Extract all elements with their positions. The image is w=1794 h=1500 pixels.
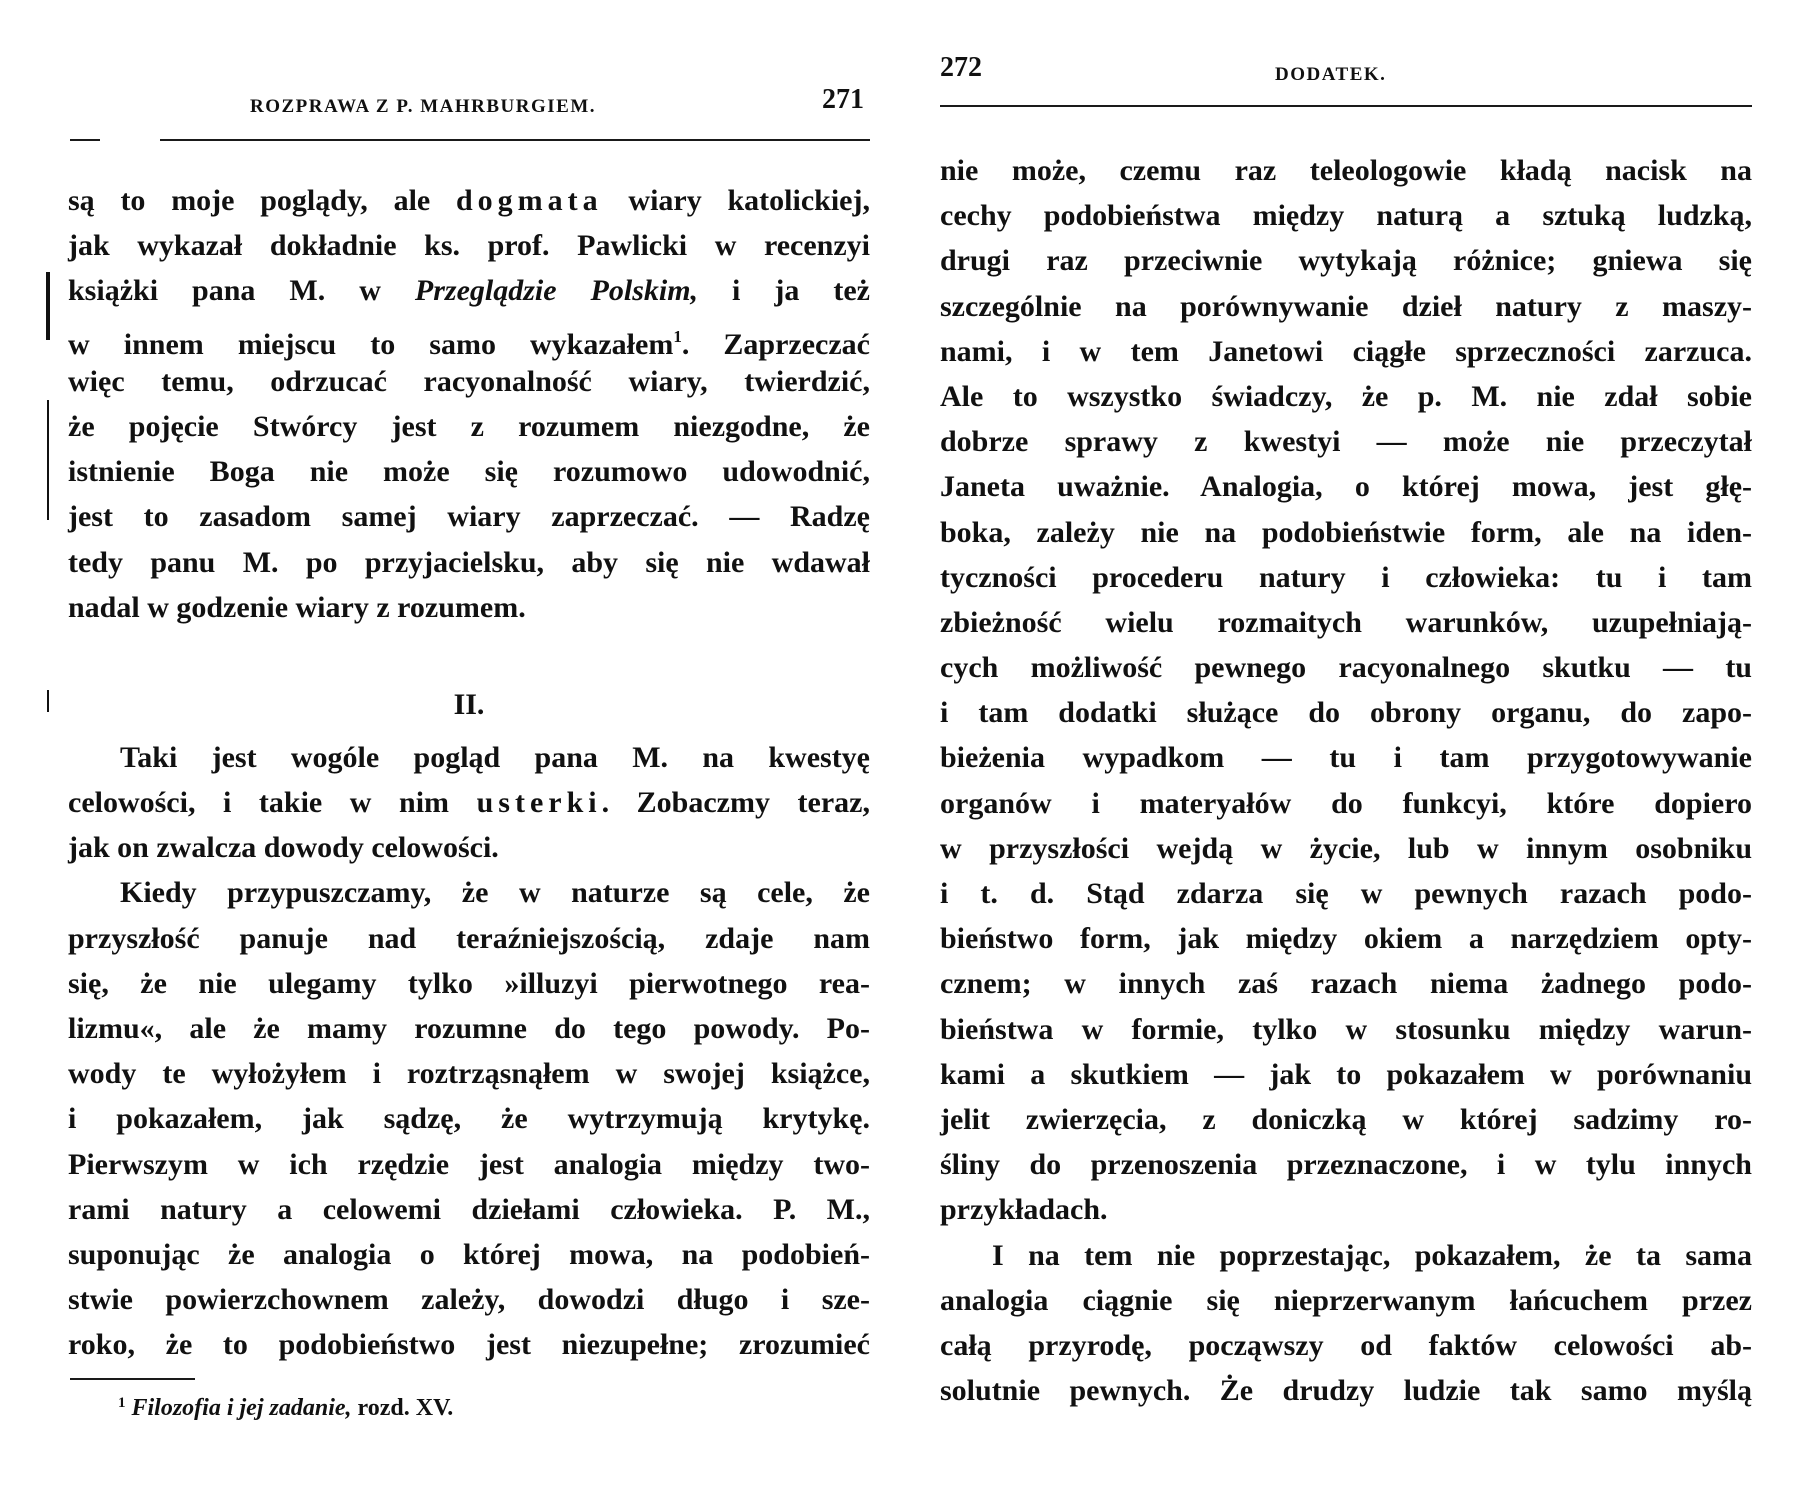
text-line: stwie powierzchownem zależy, dowodzi długo i sze- bbox=[68, 1283, 870, 1317]
running-head: ROZPRAWA Z P. MAHRBURGIEM. bbox=[250, 96, 597, 117]
text-line: roko, że to podobieństwo jest niezupełne; zrozumieć bbox=[68, 1328, 870, 1362]
text-line: nami, i w tem Janetowi ciągłe sprzeczności zarzuca. bbox=[940, 334, 1752, 368]
text-line: analogia ciągnie się nieprzerwanym łańcuchem przez bbox=[940, 1283, 1752, 1317]
running-head: DODATEK. bbox=[1275, 64, 1387, 85]
text-line: jak wykazał dokładnie ks. prof. Pawlicki w recenzyi bbox=[68, 229, 870, 263]
text-line: cechy podobieństwa między naturą a sztuką ludzką, bbox=[940, 199, 1752, 233]
margin-mark bbox=[47, 400, 49, 520]
text-line: Taki jest wogóle pogląd pana M. na kwestyę bbox=[120, 740, 870, 774]
text-line: jest to zasadom samej wiary zaprzeczać. — Radzę bbox=[68, 500, 870, 534]
header-rule-dash bbox=[70, 139, 100, 141]
text-line: że pojęcie Stwórcy jest z rozumem niezgodne, że bbox=[68, 409, 870, 443]
text-line: Janeta uważnie. Analogia, o której mowa, jest głę- bbox=[940, 470, 1752, 504]
footnote-rule bbox=[70, 1378, 195, 1380]
text-line: tedy panu M. po przyjacielsku, aby się nie wdawał bbox=[68, 545, 870, 579]
text-line: jelit zwierzęcia, z doniczką w której sadzimy ro- bbox=[940, 1102, 1752, 1136]
text-line: w przyszłości wejdą w życie, lub w innym osobniku bbox=[940, 831, 1752, 865]
text-line: przykładach. bbox=[940, 1193, 1108, 1227]
text-line: całą przyrodę, począwszy od faktów celowości ab- bbox=[940, 1328, 1752, 1362]
text-line: I na tem nie poprzestając, pokazałem, że ta sama bbox=[992, 1238, 1752, 1272]
footnote-title: Filozofia i jej zadanie, bbox=[131, 1395, 352, 1421]
text-line: rami natury a celowemi dziełami człowieka. P. M., bbox=[68, 1192, 870, 1226]
text-line: nadal w godzenie wiary z rozumem. bbox=[68, 590, 526, 624]
text-line: zbieżność wielu rozmaitych warunków, uzupełniają- bbox=[940, 605, 1752, 639]
page-number: 272 bbox=[940, 52, 982, 83]
page-number: 271 bbox=[822, 84, 864, 115]
section-heading: II. bbox=[453, 687, 485, 721]
text-line: książki pana M. w Przeglądzie Polskim, i ja też bbox=[68, 274, 870, 308]
text-line: dobrze sprawy z kwestyi — może nie przeczytał bbox=[940, 425, 1752, 459]
text-line: lizmu«, ale że mamy rozumne do tego powody. Po- bbox=[68, 1012, 870, 1045]
text-line: szczególnie na porównywanie dzieł natury z maszy- bbox=[940, 289, 1752, 323]
footnote-reference: 1 bbox=[673, 326, 682, 346]
text-line: celowości, i takie w nim usterki. Zobaczmy teraz, bbox=[68, 786, 870, 820]
text-line: kami a skutkiem — jak to pokazałem w porównaniu bbox=[940, 1057, 1752, 1091]
text-line: Kiedy przypuszczamy, że w naturze są cele, że bbox=[120, 876, 870, 910]
text-line: solutnie pewnych. Że drudzy ludzie tak samo myślą bbox=[940, 1374, 1752, 1408]
right-page bbox=[897, 0, 1794, 1500]
footnote bbox=[118, 1395, 453, 1422]
text-line: tyczności procederu natury i człowieka: tu i tam bbox=[940, 560, 1752, 594]
text-line: bieństwa w formie, tylko w stosunku między warun- bbox=[940, 1012, 1752, 1046]
text-line: więc temu, odrzucać racyonalność wiary, twierdzić, bbox=[68, 364, 870, 398]
header-rule bbox=[940, 105, 1752, 107]
text-line: organów i materyałów do funkcyi, które dopiero bbox=[940, 786, 1752, 820]
text-line: Ale to wszystko świadczy, że p. M. nie zdał sobie bbox=[940, 379, 1752, 413]
text-line: bieżenia wypadkom — tu i tam przygotowywanie bbox=[940, 741, 1752, 775]
text-line: i tam dodatki służące do obrony organu, do zapo- bbox=[940, 696, 1752, 730]
text-line: Pierwszym w ich rzędzie jest analogia między two- bbox=[68, 1147, 870, 1181]
text-line: drugi raz przeciwnie wytykają różnice; gniewa się bbox=[940, 244, 1752, 278]
text-line: się, że nie ulegamy tylko »illuzyi pierwotnego rea- bbox=[68, 966, 870, 1000]
text-line: przyszłość panuje nad teraźniejszością, zdaje nam bbox=[68, 921, 870, 955]
text-line: wody te wyłożyłem i roztrząsnąłem w swojej książce, bbox=[68, 1057, 870, 1091]
body-text bbox=[68, 178, 870, 1368]
text-line: są to moje poglądy, ale dogmata wiary katolickiej, bbox=[68, 184, 870, 217]
margin-mark bbox=[47, 690, 49, 712]
text-line: jak on zwalcza dowody celowości. bbox=[68, 831, 499, 865]
text-line: suponując że analogia o której mowa, na podobień- bbox=[68, 1237, 870, 1271]
footnote-text: rozd. XV. bbox=[351, 1395, 454, 1421]
text-line: nie może, czemu raz teleologowie kładą nacisk na bbox=[940, 154, 1752, 187]
journal-title: Przeglądzie Polskim, bbox=[414, 274, 699, 308]
text-line: boka, zależy nie na podobieństwie form, ale na iden- bbox=[940, 515, 1752, 549]
margin-mark bbox=[46, 272, 50, 340]
body-text bbox=[940, 148, 1752, 1413]
text-line: istnienie Boga nie może się rozumowo udowodnić, bbox=[68, 455, 870, 489]
text-line: cznem; w innych zaś razach niema żadnego podo- bbox=[940, 967, 1752, 1001]
text-line: śliny do przenoszenia przeznaczone, i w tylu innych bbox=[940, 1148, 1752, 1182]
text-line: cych możliwość pewnego racyonalnego skutku — tu bbox=[940, 651, 1752, 685]
text-line: i t. d. Stąd zdarza się w pewnych razach podo- bbox=[940, 877, 1752, 910]
text-line: w innem miejscu to samo wykazałem$^1$. Zaprzeczać bbox=[68, 326, 870, 361]
text-line: i pokazałem, jak sądzę, że wytrzymują krytykę. bbox=[68, 1102, 870, 1136]
text-line: bieństwo form, jak między okiem a narzędziem opty- bbox=[940, 922, 1752, 956]
footnote-number: 1 bbox=[118, 1395, 126, 1411]
header-rule bbox=[160, 139, 870, 141]
